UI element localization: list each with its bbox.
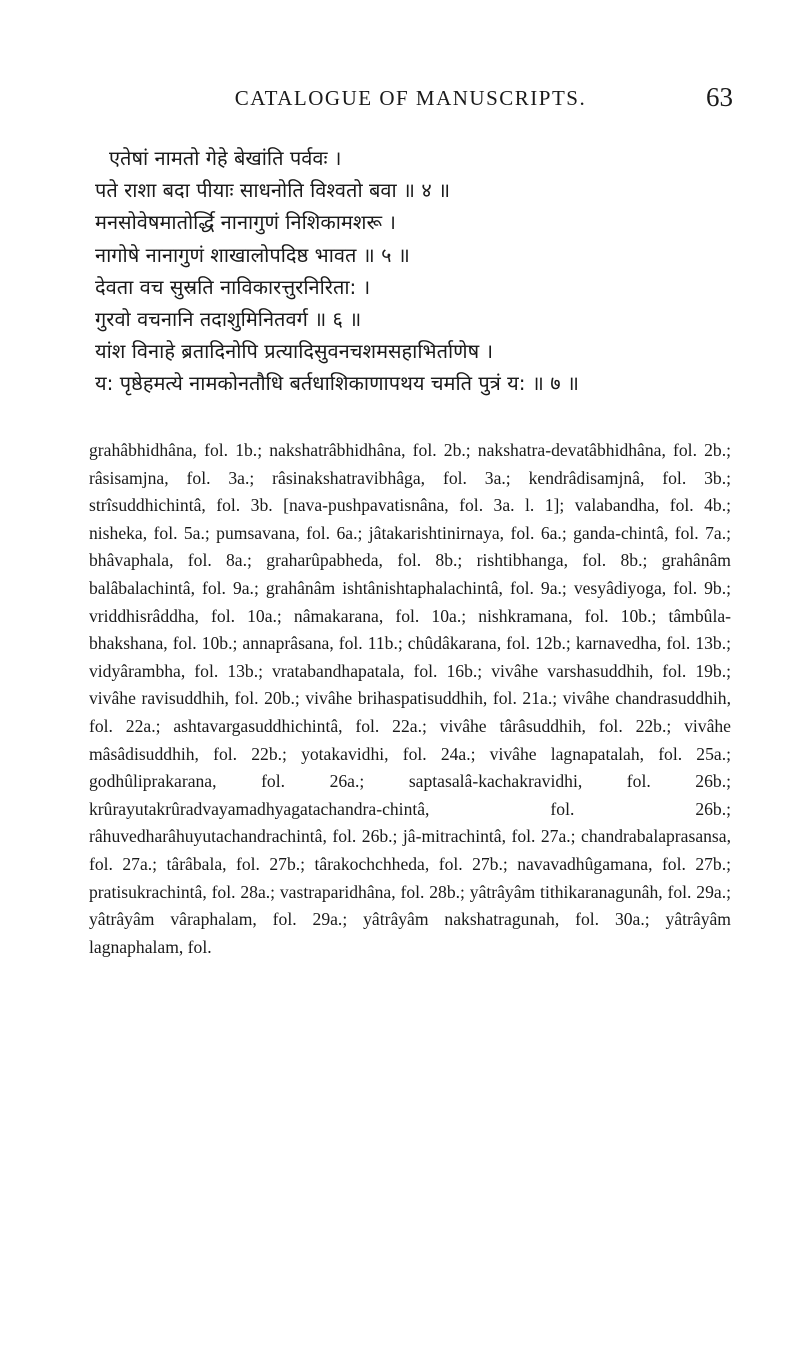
page-header xyxy=(88,82,733,118)
verse-line: यांश विनाहे ब्रतादिनोपि प्रत्यादिसुवनचशमसहाभिर्ताणेष । xyxy=(95,339,494,364)
sanskrit-verses xyxy=(95,142,735,400)
verse-line: देवता वच सुस्रति नाविकारत्तुरनिरिता: । xyxy=(95,274,371,299)
page-number: 63 xyxy=(706,82,733,112)
verse-line: नागोषे नानागुणं शाखालोपदिष्ठ भावत ॥ ५ ॥ xyxy=(95,242,410,267)
verse-line: गुरवो वचनानि तदाशुमिनितवर्ग ॥ ६ ॥ xyxy=(95,306,362,331)
running-title: CATALOGUE OF MANUSCRIPTS. xyxy=(234,86,587,110)
verse-line: मनसोवेषमातोर्द्धि नानागुणं निशिकामशरू । xyxy=(95,210,396,235)
verse-line: य: पृष्ठेहमत्ये नामकोनतौधि बर्तधाशिकाणापथय चमति पुत्रं य: ॥ ७ ॥ xyxy=(95,371,579,396)
verse-line: एतेषां नामतो गेहे बेखांति पर्ववः । xyxy=(109,146,342,170)
verse-line: पते राशा बदा पीयाः साधनोति विश्वतो बवा ॥ ४ ॥ xyxy=(95,178,451,203)
contents-paragraph: grahâbhidhâna, fol. 1b.; nakshatrâbhidhâna, fol. 2b.; nakshatra-devatâbhidhâna, fol. 2b.; râsisamjna, fol. 3a.; râsinakshatravibhâga, fol. 3a.; kendrâdisamjnâ, fol. 3b.; strîsuddhichintâ, fol. 3b. [nava-pushpavatisnâna, fol. 3a. l. 1]; valabandha, fol. 4b.; nisheka, fol. 5a.; pumsavana, fol. 6a.; jâtakarishtinirnaya, fol. 6a.; ganda-chintâ, fol. 7a.; bhâvaphala, fol. 8a.; graharûpabheda, fol. 8b.; rishtibhanga, fol. 8b.; grahânâm balâbalachintâ, fol. 9a.; grahânâm ishtânishtaphalachintâ, fol. 9a.; vesyâdiyoga, fol. 9b.; vriddhisrâddha, fol. 10a.; nâmakarana, fol. 10a.; nishkramana, fol. 10b.; tâmbûla-bhakshana, fol. 10b.; annaprâsana, fol. 11b.; chûdâkarana, fol. 12b.; karnavedha, fol. 13b.; vidyârambha, fol. 13b.; vratabandhapatala, fol. 16b.; vivâhe varshasuddhih, fol. 19b.; vivâhe ravisuddhih, fol. 20b.; vivâhe brihaspatisuddhih, fol. 21a.; vivâhe chandrasuddhih, fol. 22a.; ashtavargasuddhichintâ, fol. 22a.; vivâhe târâsuddhih, fol. 22b.; vivâhe mâsâdisuddhih, fol. 22b.; yotakavidhi, fol. 24a.; vivâhe lagnapatalah, fol. 25a.; godhûliprakarana, fol. 26a.; saptasalâ-kachakravidhi, fol. 26b.; krûrayutakrûradvayamadhyagatachandra-chintâ, fol. 26b.; râhuvedharâhuyutachandrachintâ, fol. 26b.; jâ-mitrachintâ, fol. 27a.; chandrabalaprasansa, fol. 27a.; târâbala, fol. 27b.; târakochchheda, fol. 27b.; navavadhûgamana, fol. 27b.; pratisukrachintâ, fol. 28a.; vastraparidhâna, fol. 28b.; yâtrâyâm tithikaranagunâh, fol. 29a.; yâtrâyâm vâraphalam, fol. 29a.; yâtrâyâm nakshatragunah, fol. 30a.; yâtrâyâm lagnaphalam, fol. xyxy=(89,440,731,957)
